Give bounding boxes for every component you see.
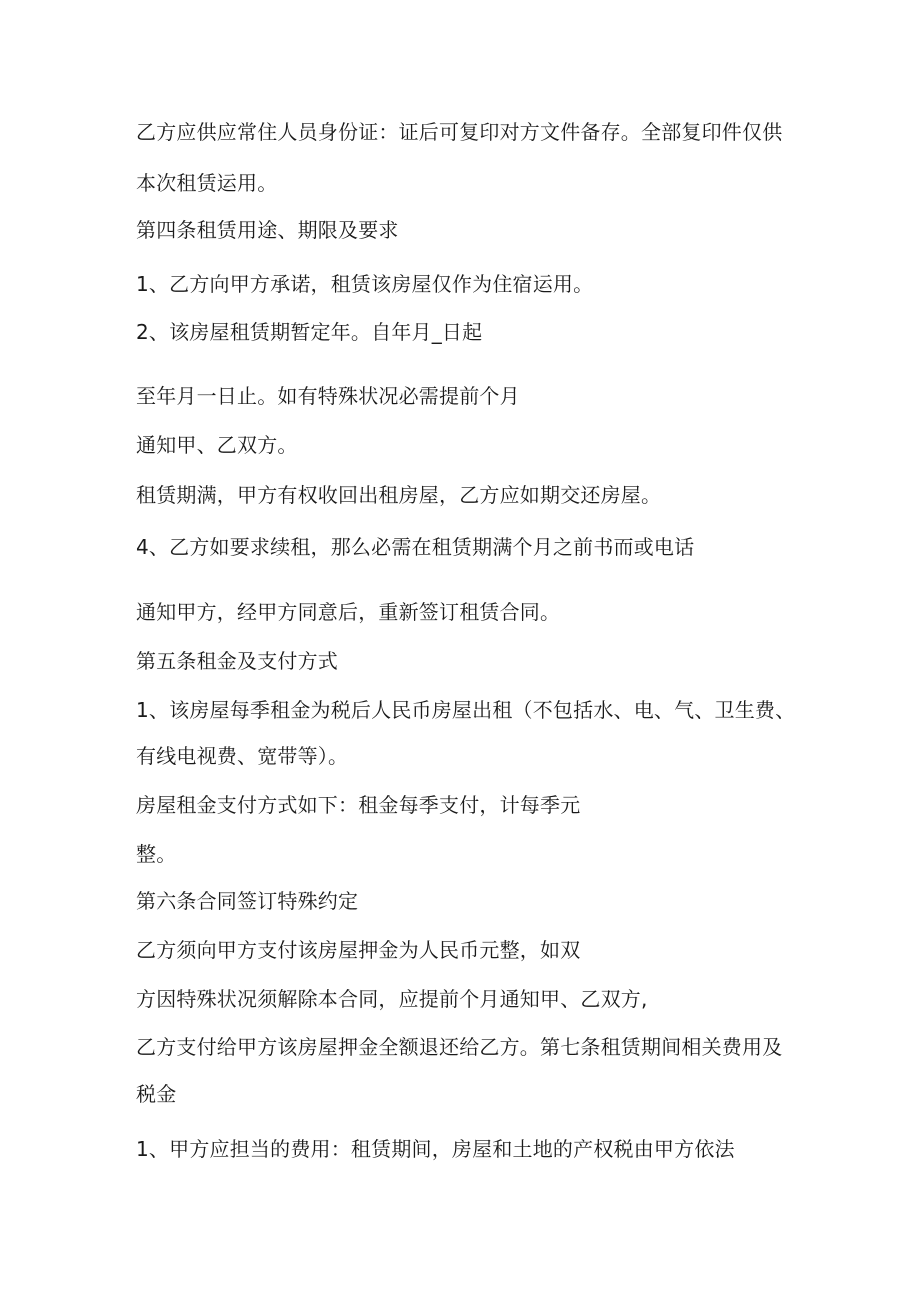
section-heading-article-4: 第四条租赁用途、期限及要求 xyxy=(136,218,399,242)
clause-4-3-expiry: 租赁期满，甲方有权收回出租房屋，乙方应如期交还房屋。 xyxy=(136,483,662,507)
clause-4-4: 4、乙方如要求续租，那么必需在租赁期满个月之前书而或电话 xyxy=(136,535,695,559)
clause-7-1: 1、甲方应担当的费用：租赁期间，房屋和土地的产权税由甲方依法 xyxy=(136,1137,735,1161)
clause-4-2: 2、该房屋租赁期暂定年。自年月_日起 xyxy=(136,320,483,344)
section-heading-article-6: 第六条合同签订特殊约定 xyxy=(136,889,359,913)
clause-5-1-continued: 有线电视费、宽带等）。 xyxy=(136,744,349,768)
clause-4-4-continued: 通知甲方，经甲方同意后，重新签订租赁合同。 xyxy=(136,600,561,624)
paragraph-line-usage-scope: 本次租赁运用。 xyxy=(136,171,278,195)
clause-6-refund-and-article-7: 乙方支付给甲方该房屋押金全额退还给乙方。第七条租赁期间相关费用及 xyxy=(136,1035,783,1059)
paragraph-line-identity-copies: 乙方应供应常住人员身份证：证后可复印对方文件备存。全部复印件仅供 xyxy=(136,120,783,144)
clause-6-deposit: 乙方须向甲方支付该房屋押金为人民币元整，如双 xyxy=(136,938,581,962)
section-heading-article-5: 第五条租金及支付方式 xyxy=(136,649,338,673)
article-7-heading-end: 税金 xyxy=(136,1082,177,1106)
clause-5-payment-method-end: 整。 xyxy=(136,842,177,866)
clause-5-payment-method: 房屋租金支付方式如下：租金每季支付，计每季元 xyxy=(136,793,581,817)
clause-5-1: 1、该房屋每季租金为税后人民币房屋出租（不包括水、电、气、卫生费、 xyxy=(136,698,796,722)
clause-4-2-continued: 至年月一日止。如有特殊状况必需提前个月 xyxy=(136,384,520,408)
clause-4-2-notice: 通知甲、乙双方。 xyxy=(136,433,298,457)
clause-4-1: 1、乙方向甲方承诺，租赁该房屋仅作为住宿运用。 xyxy=(136,272,594,296)
clause-6-termination: 方因特殊状况须解除本合同，应提前个月通知甲、乙双方, xyxy=(136,987,648,1011)
